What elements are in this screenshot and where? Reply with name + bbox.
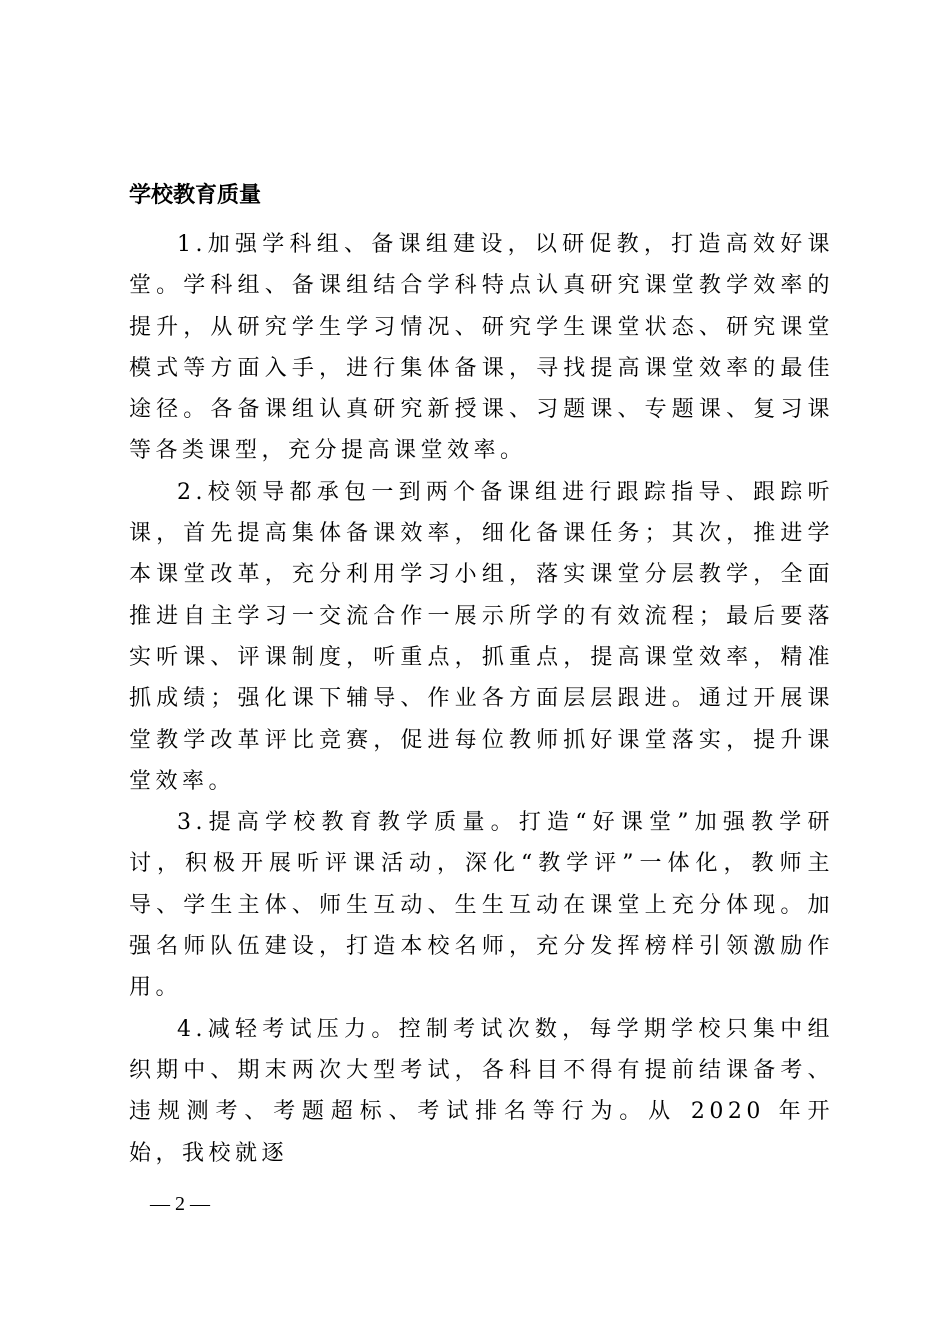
document-body (129, 180, 834, 1174)
paragraph-3: 3.提高学校教育教学质量。打造“好课堂”加强教学研讨，积极开展听评课活动，深化“教学评”一体化，教师主导、学生主体、师生互动、生生互动在课堂上充分体现。加强名师队伍建设，打造本校名师，充分发挥榜样引领激励作用。 (129, 810, 834, 1001)
paragraph-4: 4.减轻考试压力。控制考试次数，每学期学校只集中组织期中、期末两次大型考试，各科目不得有提前结课备考、违规测考、考题超标、考试排名等行为。从 2020 年开始，我校就逐 (129, 1016, 834, 1166)
paragraph-2: 2.校领导都承包一到两个备课组进行跟踪指导、跟踪听课，首先提高集体备课效率，细化备课任务；其次，推进学本课堂改革，充分利用学习小组，落实课堂分层教学，全面推进自主学习一交流合作一展示所学的有效流程；最后要落实听课、评课制度，听重点，抓重点，提高课堂效率，精准抓成绩；强化课下辅导、作业各方面层层跟进。通过开展课堂教学改革评比竞赛，促进每位教师抓好课堂落实，提升课堂效率。 (129, 479, 834, 794)
paragraph-1: 1.加强学科组、备课组建设，以研促教，打造高效好课堂。学科组、备课组结合学科特点认真研究课堂教学效率的提升，从研究学生学习情况、研究学生课堂状态、研究课堂模式等方面入手，进行集体备课，寻找提高课堂效率的最佳途径。各备课组认真研究新授课、习题课、专题课、复习课等各类课型，充分提高课堂效率。 (129, 232, 834, 464)
section-heading: 学校教育质量 (129, 183, 262, 208)
page-number: — 2 — (150, 1193, 210, 1215)
